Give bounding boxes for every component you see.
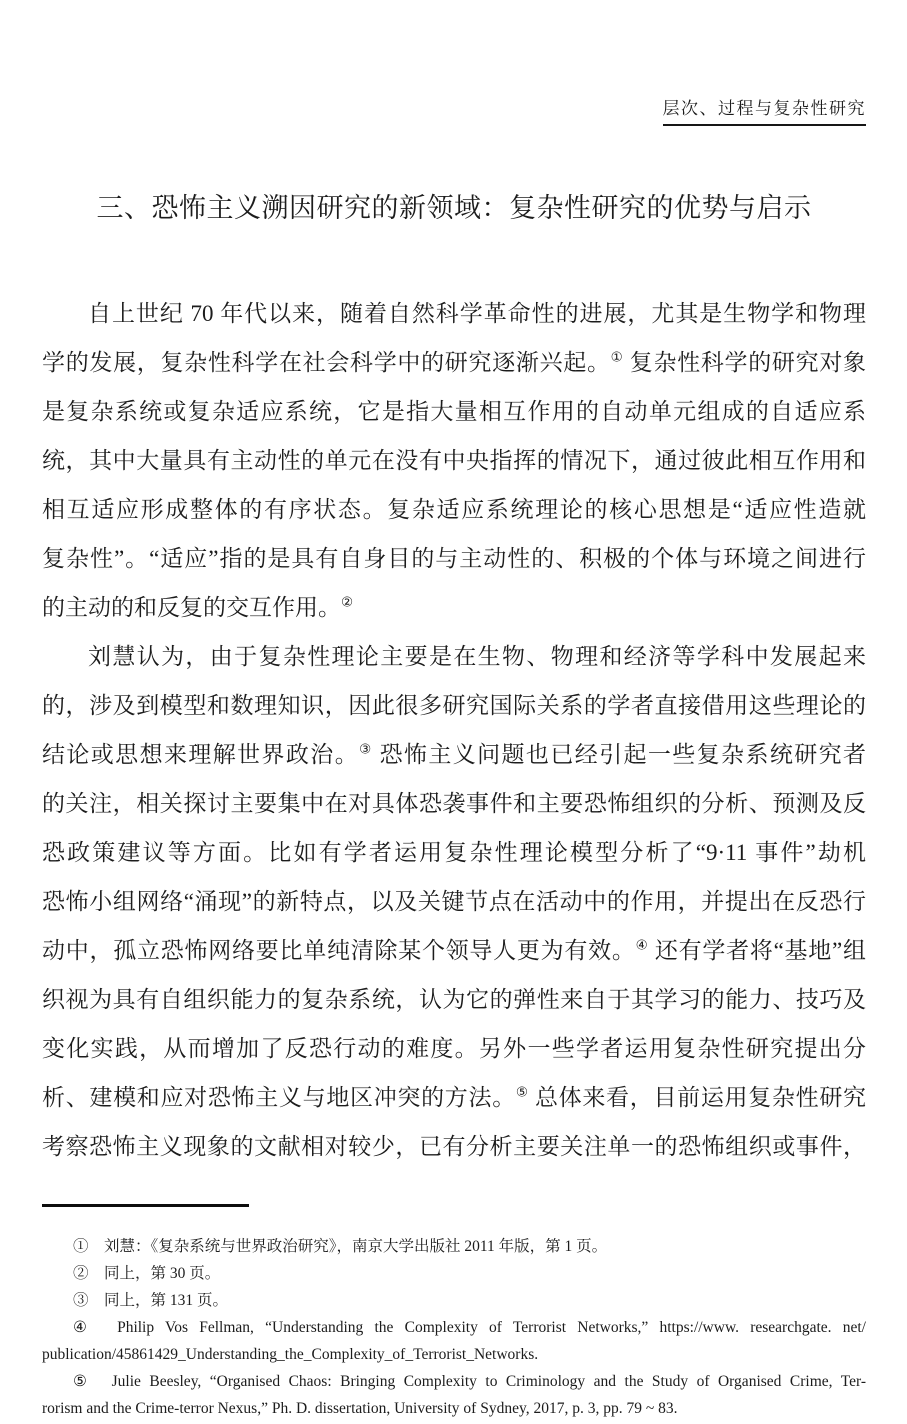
section-title: 三、恐怖主义溯因研究的新领域：复杂性研究的优势与启示 [96, 193, 812, 223]
footnote [42, 1314, 866, 1368]
text-line: 结论或思想来理解世界政治。③ 恐怖主义问题也已经引起一些复杂系统研究者 [42, 741, 867, 767]
footnote [42, 1368, 866, 1422]
text-line: 自上世纪 70 年代以来，随着自然科学革命性的进展，尤其是生物学和物理 [88, 301, 866, 326]
running-head: 层次、过程与复杂性研究 [663, 98, 867, 126]
footnote-divider [42, 1204, 249, 1207]
footnote-line: ② 同上，第 30 页。 [73, 1265, 221, 1282]
body-text [42, 289, 866, 1171]
footnote-line: ③ 同上，第 131 页。 [73, 1292, 229, 1309]
footnotes-section [42, 1233, 866, 1422]
text-line: 的，涉及到模型和数理知识，因此很多研究国际关系的学者直接借用这些理论的 [42, 693, 866, 718]
footnote-line: ① 刘慧：《复杂系统与世界政治研究》，南京大学出版社 2011 年版，第 1 页。 [73, 1238, 608, 1255]
text-line: 刘慧认为，由于复杂性理论主要是在生物、物理和经济等学科中发展起来 [88, 644, 866, 669]
text-line: 的主动的和反复的交互作用。② [42, 594, 353, 620]
footnote-line: ④ Philip Vos Fellman, “Understanding the Complexity of Terrorist Networks,” https://www. researchgate. net/ [73, 1319, 866, 1336]
text-line: 统，其中大量具有主动性的单元在没有中央指挥的情况下，通过彼此相互作用和 [42, 448, 866, 473]
paragraph [42, 289, 866, 632]
text-line: 恐政策建议等方面。比如有学者运用复杂性理论模型分析了“9·11 事件”劫机 [42, 840, 866, 865]
footnote [42, 1260, 866, 1287]
text-line: 是复杂系统或复杂适应系统，它是指大量相互作用的自动单元组成的自适应系 [42, 399, 866, 424]
footnote [42, 1233, 866, 1260]
running-head-row [42, 98, 866, 126]
text-line: 考察恐怖主义现象的文献相对较少，已有分析主要关注单一的恐怖组织或事件， [42, 1134, 866, 1159]
text-line: 的关注，相关探讨主要集中在对具体恐袭事件和主要恐怖组织的分析、预测及反 [42, 791, 866, 816]
text-line: 变化实践，从而增加了反恐行动的难度。另外一些学者运用复杂性研究提出分 [42, 1036, 866, 1061]
text-line: 复杂性”。“适应”指的是具有自身目的与主动性的、积极的个体与环境之间进行 [42, 546, 866, 571]
text-line: 析、建模和应对恐怖主义与地区冲突的方法。⑤ 总体来看，目前运用复杂性研究 [42, 1084, 867, 1110]
footnote-line: ⑤ Julie Beesley, “Organised Chaos: Bringing Complexity to Criminology and the Study of Organised Crime, Ter- [73, 1373, 866, 1390]
text-line: 恐怖小组网络“涌现”的新特点，以及关键节点在活动中的作用，并提出在反恐行 [42, 889, 866, 914]
footnote-line: rorism and the Crime-terror Nexus,” Ph. D. dissertation, University of Sydney, 2017, p. 3, pp. 79 ~ 83. [42, 1400, 678, 1417]
text-line: 相互适应形成整体的有序状态。复杂适应系统理论的核心思想是“适应性造就 [42, 497, 866, 522]
footnote [42, 1287, 866, 1314]
text-line: 学的发展，复杂性科学在社会科学中的研究逐渐兴起。① 复杂性科学的研究对象 [42, 349, 867, 375]
text-line: 动中，孤立恐怖网络要比单纯清除某个领导人更为有效。④ 还有学者将“基地”组 [42, 937, 867, 963]
footnote-line: publication/45861429_Understanding_the_Complexity_of_Terrorist_Networks. [42, 1346, 539, 1363]
text-line: 织视为具有自组织能力的复杂系统，认为它的弹性来自于其学习的能力、技巧及 [42, 987, 866, 1012]
paragraph [42, 632, 866, 1171]
